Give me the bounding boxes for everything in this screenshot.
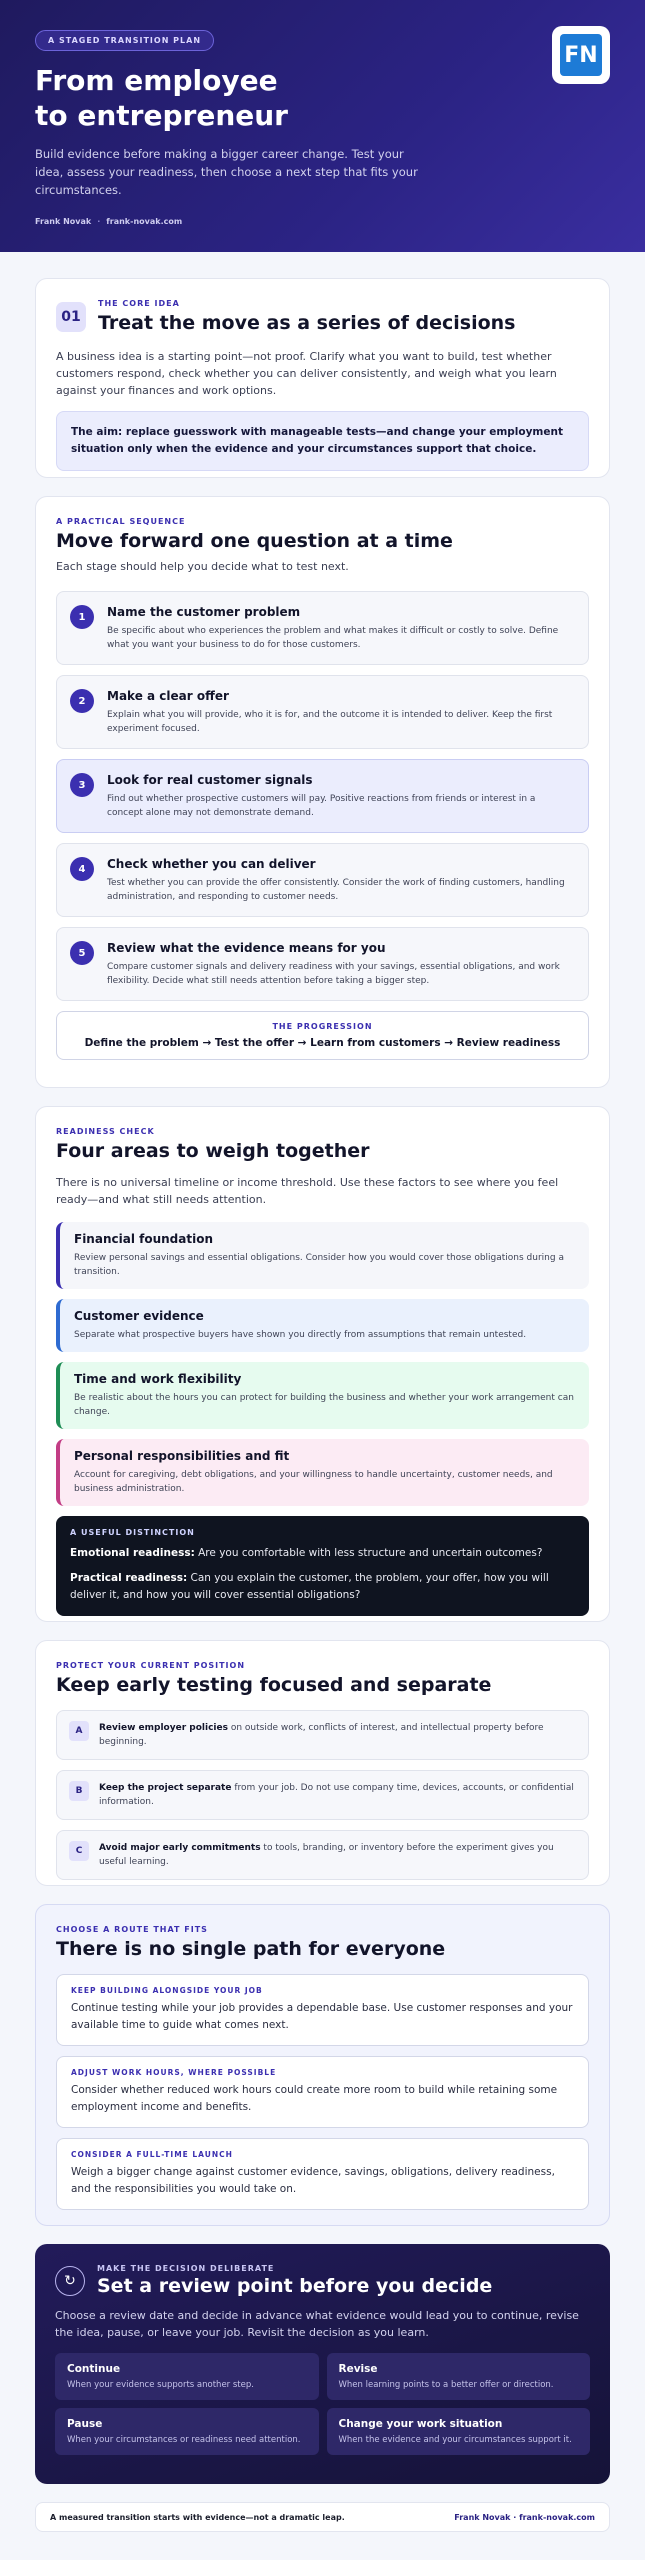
routes-title: There is no single path for everyone: [56, 1938, 446, 1960]
title-line-2: to entrepreneur: [35, 99, 288, 132]
option-desc: When the evidence and your circumstances support it.: [338, 2435, 572, 2445]
readiness-title: Four areas to weigh together: [56, 1140, 370, 1162]
footer-tagline: A measured transition starts with evidence—not a dramatic leap.: [50, 2512, 345, 2522]
option-continue: [55, 2353, 319, 2400]
section-number: 01: [56, 302, 86, 332]
hero-pill: A STAGED TRANSITION PLAN: [35, 30, 214, 51]
step-title: Review what the evidence means for you: [107, 941, 386, 955]
protect-title: Keep early testing focused and separate: [56, 1674, 492, 1696]
area-financial: [56, 1222, 589, 1289]
practical-readiness: Practical readiness: Can you explain the customer, the problem, your offer, how you will deliver it, and how you will cover essential obligations?: [70, 1572, 549, 1601]
sequence-eyebrow: A PRACTICAL SEQUENCE: [56, 517, 186, 526]
area-desc: Separate what prospective buyers have shown you directly from assumptions that remain untested.: [74, 1330, 527, 1340]
option-title: Pause: [67, 2418, 103, 2430]
readiness-intro: There is no universal timeline or income threshold. Use these factors to see where you feel ready—and what still needs attention.: [56, 1176, 559, 1206]
option-desc: When your evidence supports another step.: [67, 2380, 254, 2390]
option-title: Revise: [338, 2363, 378, 2375]
protect-item: A Review employer policies on outside work, conflicts of interest, and intellectual property before beginning.: [56, 1710, 589, 1760]
option-change-work: [327, 2408, 591, 2455]
area-time: [56, 1362, 589, 1429]
step-desc: Test whether you can provide the offer consistently. Consider the work of finding customers, handling administration, and responding to customer needs.: [107, 878, 565, 902]
logo-mark: FN: [560, 34, 602, 76]
footer: [35, 2502, 610, 2532]
footer-link[interactable]: Frank Novak · frank-novak.com: [454, 2512, 595, 2522]
core-title: Treat the move as a series of decisions: [98, 312, 516, 334]
step-desc: Find out whether prospective customers will pay. Positive reactions from friends or interest in a concept alone may not demonstrate demand.: [107, 794, 536, 818]
author-name: Frank Novak: [35, 217, 92, 226]
area-customer: [56, 1299, 589, 1352]
step-item: [56, 675, 589, 749]
sequence-card: [35, 496, 610, 1088]
step-title: Name the customer problem: [107, 605, 301, 619]
progression-text: Define the problem → Test the offer → Learn from customers → Review readiness: [84, 1037, 561, 1049]
protect-item: B Keep the project separate from your job. Do not use company time, devices, accounts, or confidential information.: [56, 1770, 589, 1820]
distinction-label: A USEFUL DISTINCTION: [70, 1528, 195, 1537]
step-item-highlighted: [56, 759, 589, 833]
step-number: 4: [70, 857, 94, 881]
protect-item: C Avoid major early commitments to tools, branding, or inventory before the experiment gives you useful learning.: [56, 1830, 589, 1880]
item-letter: A: [69, 1721, 89, 1741]
route-label: ADJUST WORK HOURS, WHERE POSSIBLE: [71, 2068, 277, 2077]
area-desc: Be realistic about the hours you can protect for building the business and whether your work arrangement can change.: [74, 1393, 574, 1417]
option-revise: [327, 2353, 591, 2400]
area-title: Time and work flexibility: [74, 1372, 242, 1386]
route-option: [56, 2138, 589, 2210]
option-desc: When your circumstances or readiness need attention.: [67, 2435, 301, 2445]
option-desc: When learning points to a better offer or direction.: [338, 2380, 554, 2390]
emotional-readiness: Emotional readiness: Are you comfortable with less structure and uncertain outcomes?: [70, 1547, 543, 1559]
route-option: [56, 1974, 589, 2046]
step-desc: Compare customer signals and delivery readiness with your savings, essential obligations, and work flexibility. Decide what still needs attention before taking a bigger step.: [107, 962, 560, 986]
protect-eyebrow: PROTECT YOUR CURRENT POSITION: [56, 1661, 246, 1670]
progression-box: [56, 1011, 589, 1060]
step-title: Look for real customer signals: [107, 773, 313, 787]
core-idea-card: [35, 278, 610, 478]
item-letter: B: [69, 1781, 89, 1801]
step-number: 5: [70, 941, 94, 965]
step-item: [56, 927, 589, 1001]
step-number: 2: [70, 689, 94, 713]
step-desc: Explain what you will provide, who it is for, and the outcome it is intended to deliver. Keep the first experiment focused.: [107, 710, 553, 734]
option-title: Continue: [67, 2363, 121, 2375]
route-desc: Consider whether reduced work hours could create more room to build while retaining some employment income and benefits.: [71, 2084, 558, 2113]
core-callout: The aim: replace guesswork with manageable tests—and change your employment situation only when the evidence and your circumstances support that choice.: [56, 411, 589, 471]
area-title: Customer evidence: [74, 1309, 204, 1323]
review-body: Choose a review date and decide in advance what evidence would lead you to continue, revise the idea, pause, or leave your job. Revisit the decision as you learn.: [55, 2309, 579, 2339]
step-title: Make a clear offer: [107, 689, 229, 703]
area-desc: Review personal savings and essential obligations. Consider how you would cover those obligations during a transition.: [74, 1253, 564, 1277]
readiness-eyebrow: READINESS CHECK: [56, 1127, 155, 1136]
routes-eyebrow: CHOOSE A ROUTE THAT FITS: [56, 1925, 208, 1934]
hero-meta: Frank Novak · frank-novak.com: [35, 217, 183, 226]
step-item: [56, 843, 589, 917]
page-title: [35, 63, 455, 133]
hero-banner: [0, 0, 645, 252]
area-title: Personal responsibilities and fit: [74, 1449, 290, 1463]
review-title: Set a review point before you decide: [97, 2275, 493, 2297]
logo: [552, 26, 610, 84]
option-pause: [55, 2408, 319, 2455]
step-title: Check whether you can deliver: [107, 857, 316, 871]
sequence-intro: Each stage should help you decide what to test next.: [56, 560, 349, 573]
route-label: CONSIDER A FULL-TIME LAUNCH: [71, 2150, 233, 2159]
area-title: Financial foundation: [74, 1232, 213, 1246]
sequence-title: Move forward one question at a time: [56, 530, 453, 552]
core-eyebrow: THE CORE IDEA: [98, 299, 180, 308]
area-desc: Account for caregiving, debt obligations, and your willingness to handle uncertainty, customer needs, and business administration.: [74, 1470, 553, 1494]
readiness-card: [35, 1106, 610, 1622]
protect-card: [35, 1640, 610, 1886]
step-number: 3: [70, 773, 94, 797]
progression-label: THE PROGRESSION: [272, 1022, 373, 1031]
routes-card: [35, 1904, 610, 2226]
review-eyebrow: MAKE THE DECISION DELIBERATE: [97, 2264, 275, 2273]
review-card: [35, 2244, 610, 2484]
cycle-icon: ↻: [55, 2266, 85, 2296]
title-line-1: From employee: [35, 64, 278, 97]
step-desc: Be specific about who experiences the problem and what makes it difficult or costly to solve. Define what you want your business to do for those customers.: [107, 626, 559, 650]
option-title: Change your work situation: [338, 2418, 503, 2430]
route-desc: Weigh a bigger change against customer evidence, savings, obligations, delivery readiness, and the responsibilities you would take on.: [71, 2166, 555, 2195]
area-personal: [56, 1439, 589, 1506]
step-number: 1: [70, 605, 94, 629]
route-option: [56, 2056, 589, 2128]
step-item: [56, 591, 589, 665]
route-label: KEEP BUILDING ALONGSIDE YOUR JOB: [71, 1986, 263, 1995]
distinction-box: [56, 1516, 589, 1616]
item-letter: C: [69, 1841, 89, 1861]
core-body: A business idea is a starting point—not proof. Clarify what you want to build, test whether customers respond, check whether you can deliver consistently, and weigh what you learn against your finances and work options.: [56, 350, 557, 397]
hero-subtitle: Build evidence before making a bigger career change. Test your idea, assess your readiness, then choose a next step that fits your circumstances.: [35, 147, 418, 197]
route-desc: Continue testing while your job provides a dependable base. Use customer responses and your available time to guide what comes next.: [71, 2002, 573, 2031]
review-options: [55, 2353, 590, 2455]
site-link[interactable]: frank-novak.com: [106, 217, 183, 226]
